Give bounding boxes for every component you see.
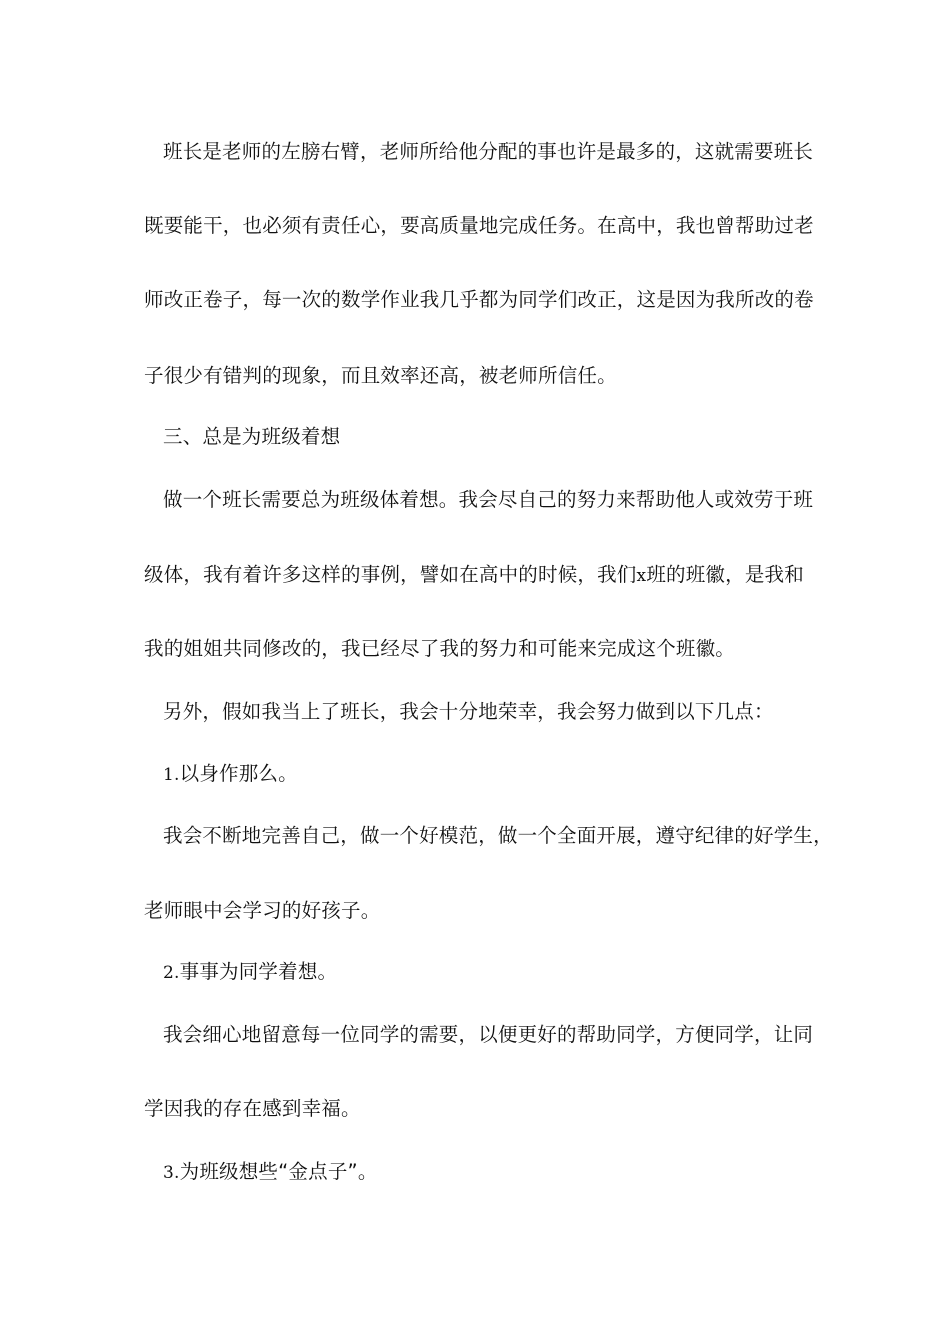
list-item: [163, 958, 337, 987]
text-span: 班长是老师的左膀右臂，老师所给他分配的事也许是最多的，这就需要班长: [163, 140, 814, 163]
paragraph-line: [144, 212, 814, 240]
text-span: 师改正卷子，每一次的数学作业我几乎都为同学们改正，这是因为我所改的卷: [144, 288, 814, 311]
heading-text: 三、总是为班级着想: [163, 425, 341, 448]
list-number: 2.: [163, 963, 180, 983]
text-span: 另外，假如我当上了班长，我会十分地荣幸，我会努力做到以下几点：: [163, 700, 774, 723]
text-span: x: [636, 566, 647, 586]
text-span: 我的姐姐共同修改的，我已经尽了我的努力和可能来完成这个班徽。: [144, 637, 736, 660]
text-span: 班的班徽，是我和: [646, 563, 804, 586]
paragraph-line: [144, 1095, 361, 1123]
list-item-text: 以身作那么。: [179, 762, 298, 785]
section-heading: [163, 423, 340, 451]
paragraph-line: [144, 897, 380, 925]
paragraph-line: [163, 822, 833, 850]
text-span: 我会不断地完善自己，做一个好模范，做一个全面开展，遵守纪律的好学生，: [163, 824, 833, 847]
list-item: [163, 1158, 378, 1187]
text-span: 老师眼中会学习的好孩子。: [144, 899, 381, 922]
paragraph-line: [144, 561, 804, 590]
paragraph-line: [163, 486, 813, 514]
paragraph-line: [163, 138, 813, 166]
paragraph-line: [144, 286, 814, 314]
text-span: 我会细心地留意每一位同学的需要，以便更好的帮助同学，方便同学，让同: [163, 1023, 814, 1046]
paragraph-line: [144, 362, 617, 390]
text-span: 做一个班长需要总为班级体着想。我会尽自己的努力来帮助他人或效劳于班: [163, 488, 814, 511]
list-item-text: 事事为同学着想。: [179, 960, 338, 983]
text-span: 级体，我有着许多这样的事例，譬如在高中的时候，我们: [144, 563, 637, 586]
list-item-text: 为班级想些“金点子”。: [179, 1160, 378, 1183]
list-number: 3.: [163, 1163, 180, 1183]
paragraph-line: [144, 635, 735, 663]
text-span: 子很少有错判的现象，而且效率还高，被老师所信任。: [144, 364, 617, 387]
paragraph-line: [163, 698, 774, 726]
paragraph-line: [163, 1021, 813, 1049]
text-span: 既要能干，也必须有责任心，要高质量地完成任务。在高中，我也曾帮助过老: [144, 214, 814, 237]
list-item: [163, 760, 298, 789]
text-span: 学因我的存在感到幸福。: [144, 1097, 361, 1120]
list-number: 1.: [163, 765, 180, 785]
